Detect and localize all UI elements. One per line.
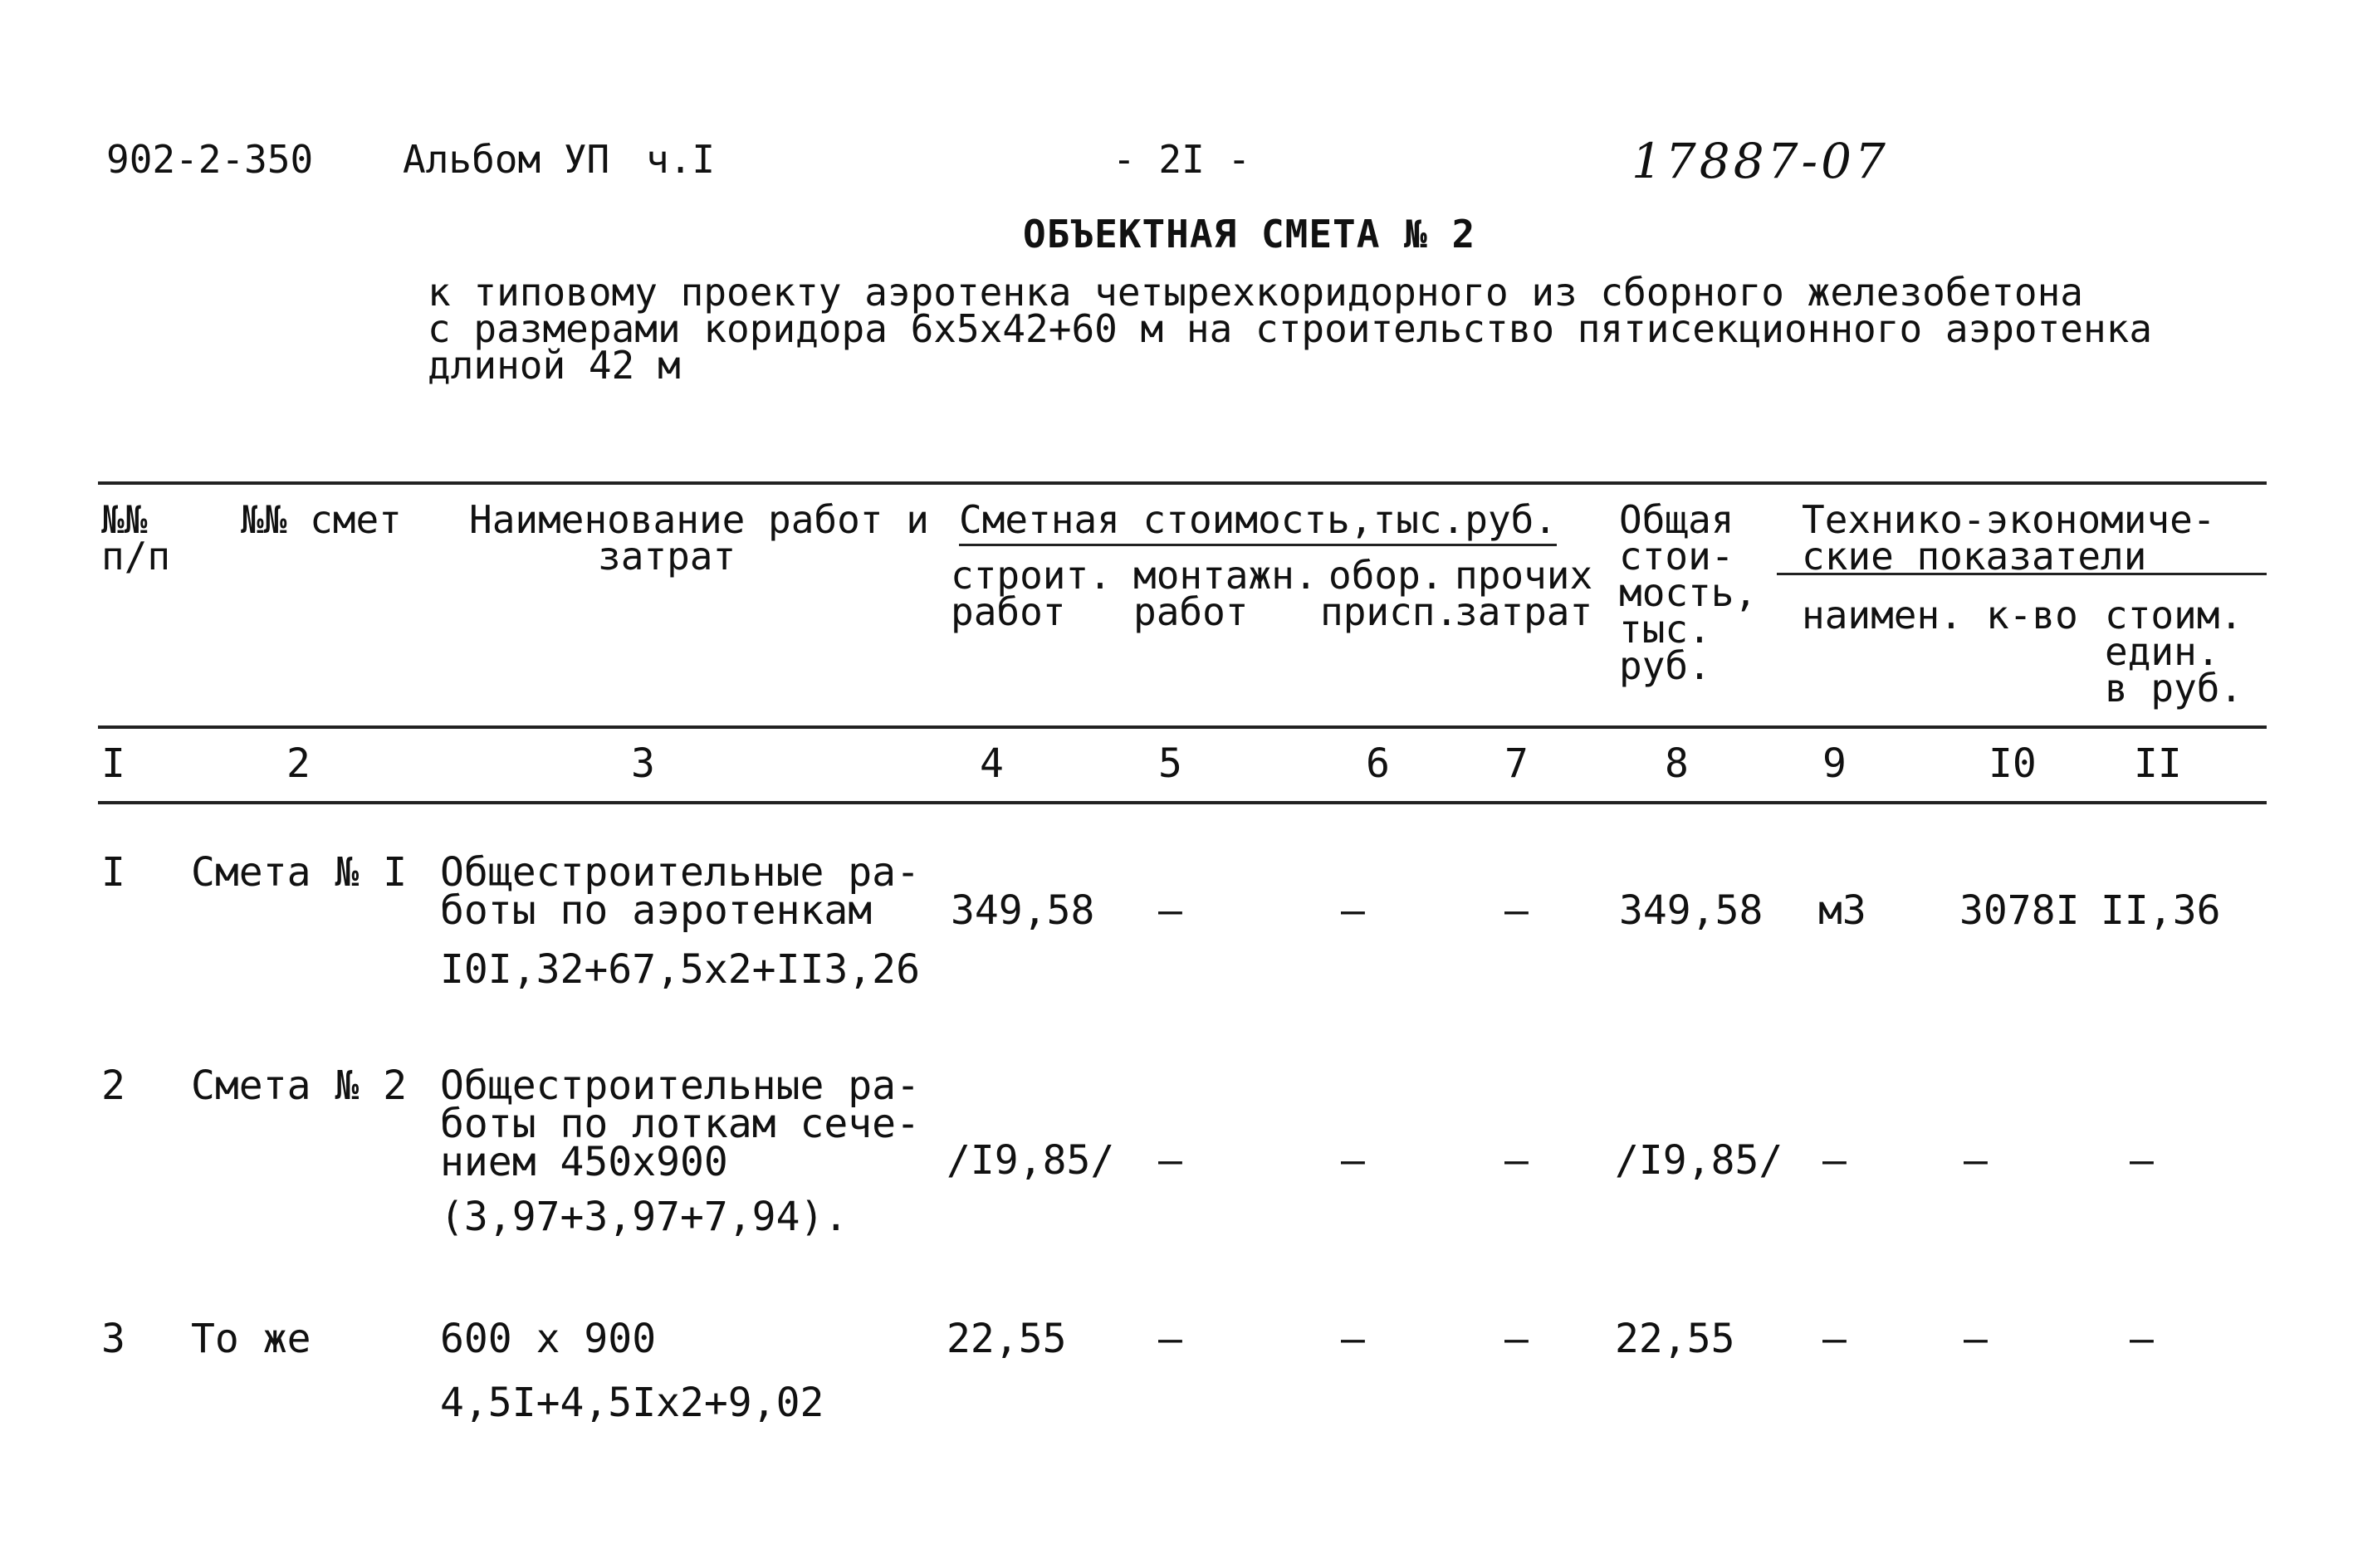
column-number: I — [101, 740, 125, 787]
header-col8-line4: тыс. — [1619, 607, 1711, 652]
row3-c4: 22,55 — [947, 1316, 1067, 1362]
column-number: 5 — [1158, 740, 1182, 787]
column-number: 4 — [980, 740, 1004, 787]
column-number: 3 — [631, 740, 655, 787]
row1-c5: – — [1158, 887, 1182, 934]
row2-c4: /I9,85/ — [947, 1137, 1115, 1184]
header-col8-line3: мость, — [1619, 570, 1758, 615]
row2-c7: – — [1504, 1137, 1529, 1184]
header-col8-line5: руб. — [1619, 643, 1711, 688]
row1-c4: 349,58 — [951, 887, 1095, 934]
row3-c9: – — [1822, 1316, 1847, 1362]
row2-c8: /I9,85/ — [1615, 1137, 1783, 1184]
column-numbers-rule — [98, 801, 2267, 804]
part-label: ч.I — [646, 137, 716, 182]
row2-c9: – — [1822, 1137, 1847, 1184]
row3-name-line1: 600 х 900 — [440, 1316, 657, 1362]
row3-smeta: То же — [191, 1316, 311, 1362]
header-bottom-rule — [98, 725, 2267, 729]
row3-c10: – — [1964, 1316, 1988, 1362]
subtitle-line-3: длиной 42 м — [428, 343, 681, 388]
row1-c11: II,36 — [2101, 887, 2221, 934]
header-cost-group — [959, 497, 1558, 542]
column-number: II — [2134, 740, 2182, 787]
row2-c10: – — [1964, 1137, 1988, 1184]
header-col6-line1: обор. — [1328, 553, 1444, 598]
row3-c8: 22,55 — [1615, 1316, 1735, 1362]
row1-c6: – — [1341, 887, 1365, 934]
row2-number: 2 — [101, 1062, 125, 1109]
row2-name-line3: нием 450х900 — [440, 1139, 728, 1185]
page-title: ОБЪЕКТНАЯ СМЕТА № 2 — [1023, 212, 1476, 256]
header-col9: наимен. — [1802, 593, 1963, 637]
column-number: I0 — [1989, 740, 2037, 787]
header-col1-line1: №№ — [101, 497, 148, 542]
row3-number: 3 — [101, 1316, 125, 1362]
page-number: - 2I - — [1113, 137, 1251, 182]
subtitle-line-2: с размерами коридора 6х5х42+60 м на строительство пятисекционного аэротенка — [428, 306, 2153, 351]
header-col5-line2: работ — [1133, 589, 1249, 634]
row3-c5: – — [1158, 1316, 1182, 1362]
header-col1-line2: п/п — [101, 534, 171, 579]
header-col8-line2: стои- — [1619, 534, 1734, 579]
row2-name-line1: Общестроительные ра- — [440, 1062, 920, 1109]
header-tech-group-line1: Технико-экономиче- — [1802, 497, 2216, 542]
row1-smeta: Смета № I — [191, 849, 408, 896]
header-col2: №№ смет — [241, 497, 402, 542]
column-number: 6 — [1366, 740, 1390, 787]
header-col3-line1: Наименование работ и — [469, 497, 929, 542]
header-col5-line1: монтажн. — [1133, 553, 1318, 598]
row2-c6: – — [1341, 1137, 1365, 1184]
header-col7-line2: затрат — [1455, 589, 1593, 634]
header-tech-group-line2: ские показатели — [1802, 534, 2147, 579]
column-number: 9 — [1822, 740, 1847, 787]
column-number: 7 — [1504, 740, 1529, 787]
header-col3-line2: затрат — [598, 534, 736, 579]
row3-c6: – — [1341, 1316, 1365, 1362]
row1-c7: – — [1504, 887, 1529, 934]
column-number: 2 — [286, 740, 311, 787]
column-number: 8 — [1665, 740, 1689, 787]
row1-c8: 349,58 — [1619, 887, 1764, 934]
row1-c10: 3078I — [1959, 887, 2080, 934]
header-col4-line1: строит. — [951, 553, 1112, 598]
document-code: 902-2-350 — [106, 137, 314, 182]
row3-c7: – — [1504, 1316, 1529, 1362]
row2-name-line2: боты по лоткам сече- — [440, 1101, 920, 1147]
header-col7-line1: прочих — [1455, 553, 1593, 598]
header-col11-line1: стоим. — [2105, 593, 2243, 637]
row1-c9: м3 — [1818, 887, 1866, 934]
row1-number: I — [101, 849, 125, 896]
row2-c11: – — [2130, 1137, 2154, 1184]
row1-name-line2: боты по аэротенкам — [440, 887, 873, 934]
row1-name-line3: I0I,32+67,5х2+II3,26 — [440, 946, 920, 993]
row2-smeta: Смета № 2 — [191, 1062, 408, 1109]
album-label: Альбом УП — [403, 137, 610, 182]
row2-c5: – — [1158, 1137, 1182, 1184]
row1-name-line1: Общестроительные ра- — [440, 849, 920, 896]
header-cost-group-label: Сметная стоимость,тыс.руб. — [959, 497, 1557, 546]
header-col10: к-во — [1986, 593, 2078, 637]
header-col4-line2: работ — [951, 589, 1066, 634]
row3-name-line2: 4,5I+4,5Iх2+9,02 — [440, 1380, 824, 1426]
header-col11-line3: в руб. — [2105, 666, 2243, 711]
subtitle-line-1: к типовому проекту аэротенка четырехкоридорного из сборного железобетона — [428, 270, 2083, 315]
table-top-rule — [98, 481, 2267, 485]
header-col8-line1: Общая — [1619, 497, 1734, 542]
row3-c11: – — [2130, 1316, 2154, 1362]
handwritten-number: 17887-07 — [1631, 133, 1889, 189]
header-col6-line2: присп. — [1320, 589, 1459, 634]
row2-name-line4: (3,97+3,97+7,94). — [440, 1194, 849, 1240]
header-col11-line2: един. — [2105, 629, 2220, 674]
